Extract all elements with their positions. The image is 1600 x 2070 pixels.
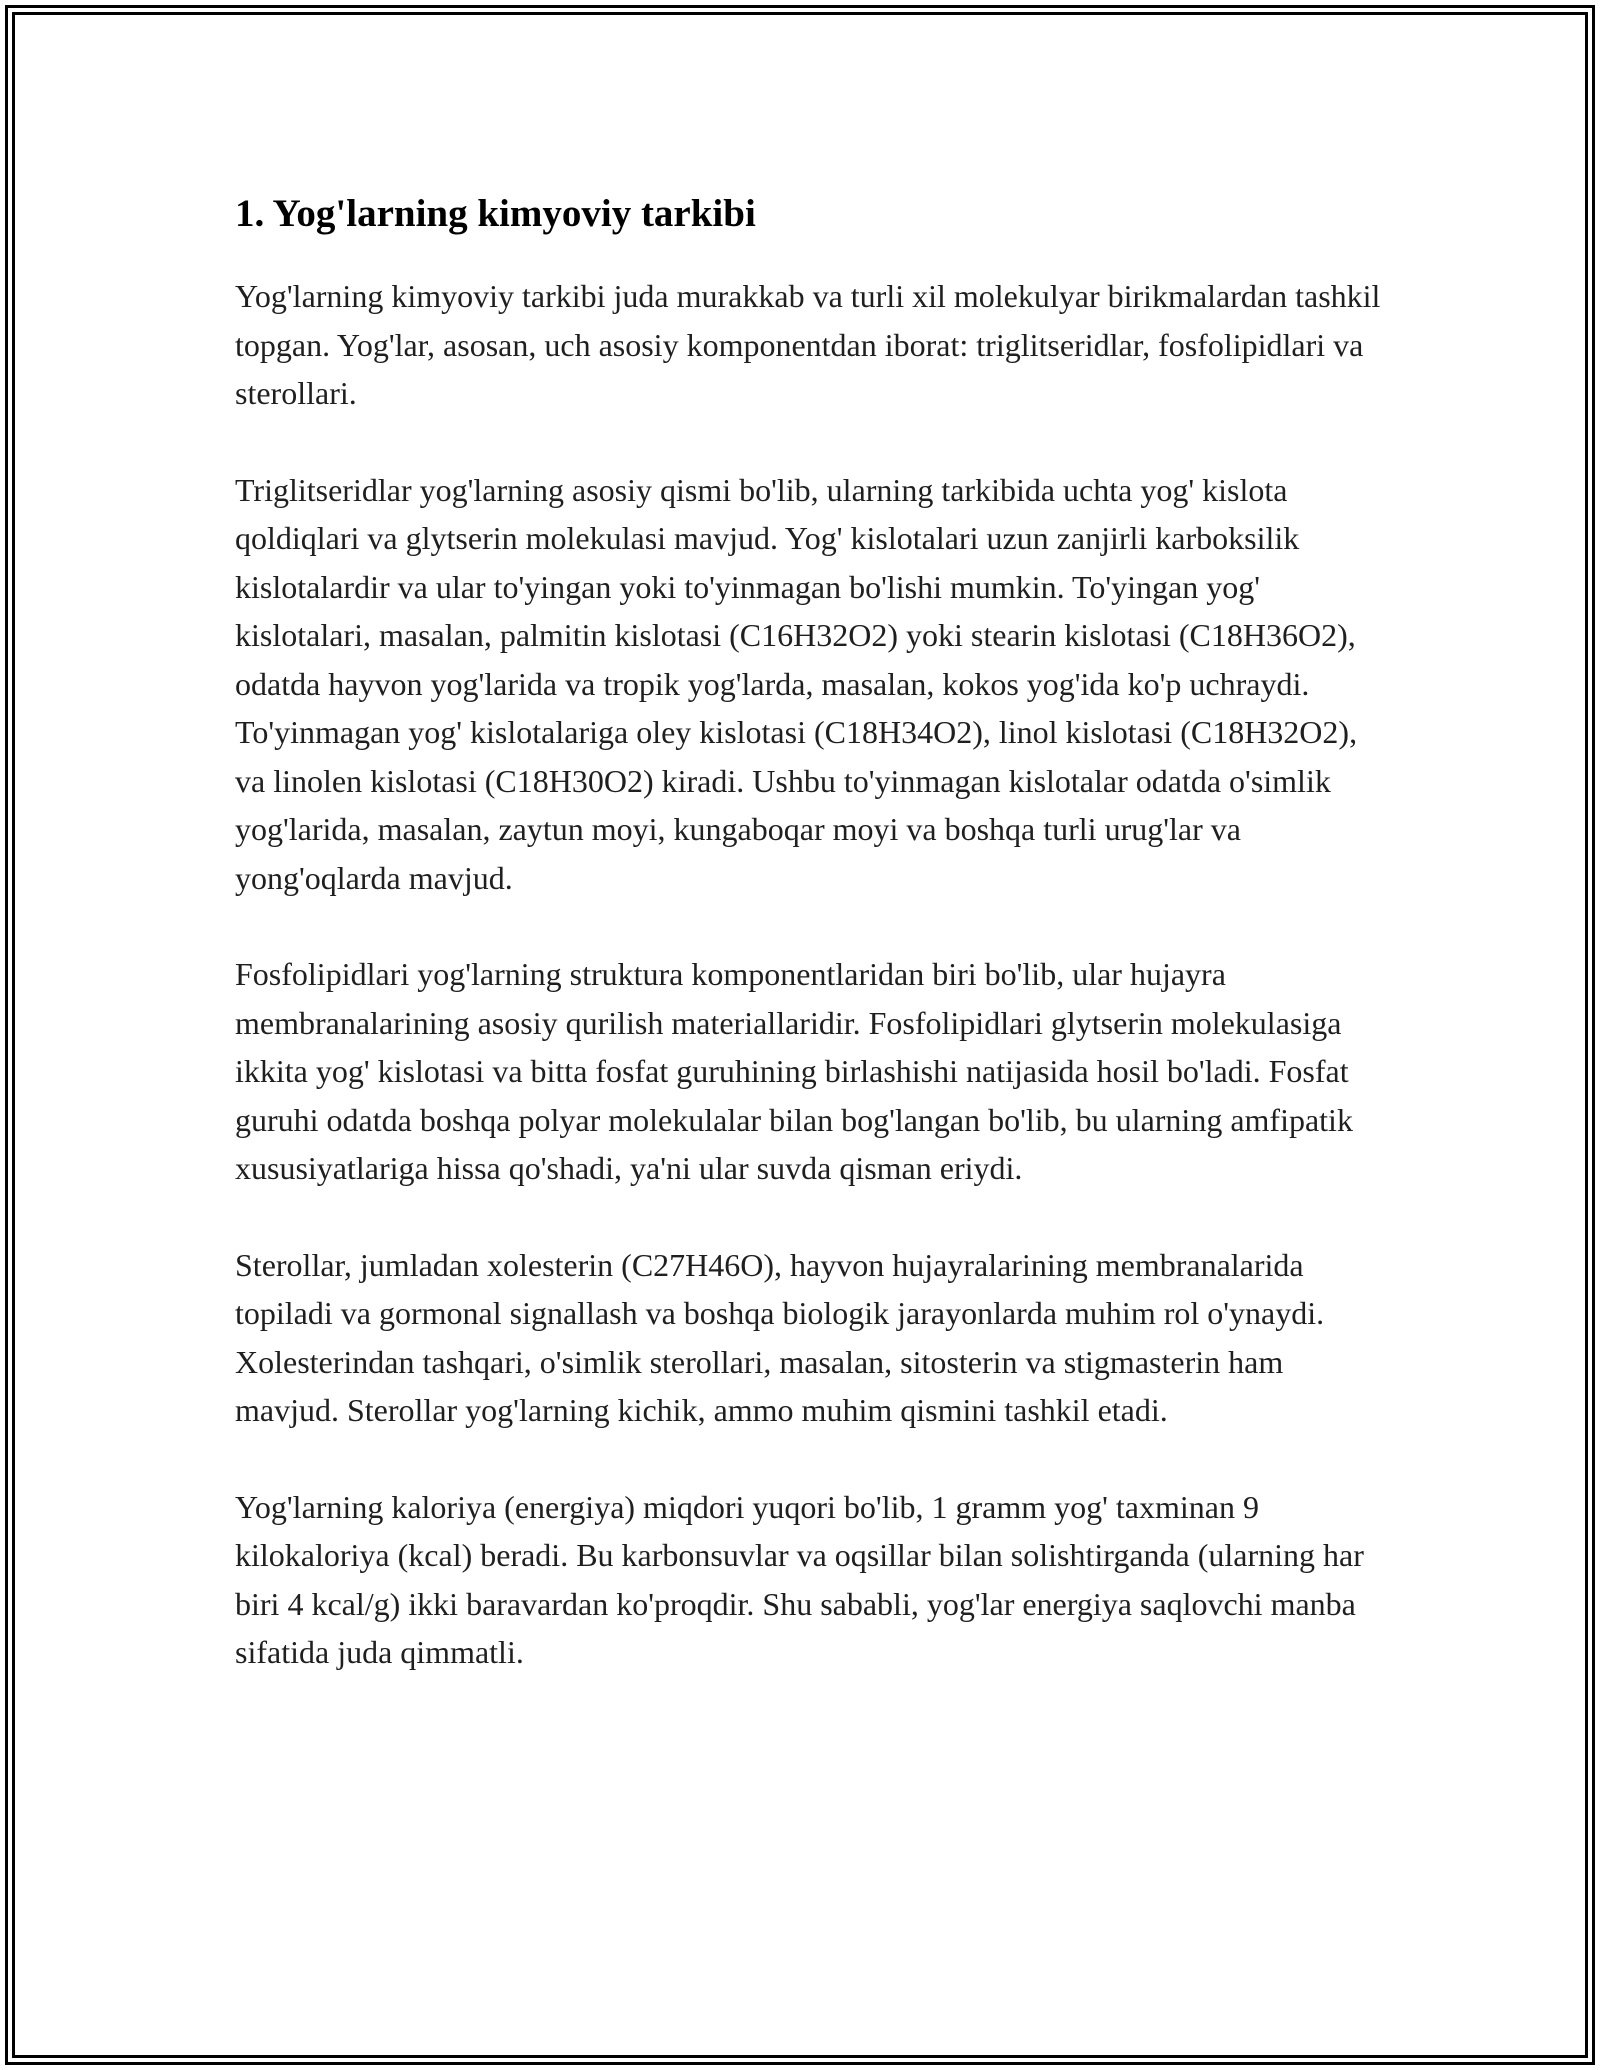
paragraph-sterols: Sterollar, jumladan xolesterin (C27H46O), hayvon hujayralarining membranalarida topiladi va gormonal signallash va boshqa biologik jarayonlarda muhim rol o'ynaydi. Xolesterindan tashqari, o'simlik sterollari, masalan, sitosterin va stigmasterin ham mavjud. Sterollar yog'larning kichik, ammo muhim qismini tashkil etadi. — [235, 1246, 1325, 1428]
section-title: 1. Yog'larning kimyoviy tarkibi — [235, 192, 756, 235]
document-body — [235, 186, 1385, 1677]
paragraph-triglycerides: Triglitseridlar yog'larning asosiy qismi bo'lib, ularning tarkibida uchta yog' kislota qoldiqlari va glytserin molekulasi mavjud. Yog' kislotalari uzun zanjirli karboksilik kislotalardir va ular to'yingan yoki to'yinmagan bo'lishi mumkin. To'yingan yog' kislotalari, masalan, palmitin kislotasi (C16H32O2) yoki stearin kislotasi (C18H36O2), odatda hayvon yog'larida va tropik yog'larda, masalan, kokos yog'ida ko'p uchraydi. To'yinmagan yog' kislotalariga oley kislotasi (C18H34O2), linol kislotasi (C18H32O2), va linolen kislotasi (C18H30O2) kiradi. Ushbu to'yinmagan kislotalar odatda o'simlik yog'larida, masalan, zaytun moyi, kungaboqar moyi va boshqa turli urug'lar va yong'oqlarda mavjud. — [235, 471, 1358, 896]
paragraph-intro: Yog'larning kimyoviy tarkibi juda murakkab va turli xil molekulyar birikmalardan tashkil topgan. Yog'lar, asosan, uch asosiy komponentdan iborat: triglitseridlar, fosfolipidlari va sterollari. — [235, 278, 1381, 411]
paragraph-phospholipids: Fosfolipidlari yog'larning struktura komponentlaridan biri bo'lib, ular hujayra membranalarining asosiy qurilish materiallaridir. Fosfolipidlari glytserin molekulasiga ikkita yog' kislotasi va bitta fosfat guruhining birlashishi natijasida hosil bo'ladi. Fosfat guruhi odatda boshqa polyar molekulalar bilan bog'langan bo'lib, bu ularning amfipatik xususiyatlariga hissa qo'shadi, ya'ni ular suvda qisman eriydi. — [235, 956, 1353, 1186]
paragraph-calories: Yog'larning kaloriya (energiya) miqdori yuqori bo'lib, 1 gramm yog' taxminan 9 kilokaloriya (kcal) beradi. Bu karbonsuvlar va oqsillar bilan solishtirganda (ularning har biri 4 kcal/g) ikki baravardan ko'proqdir. Shu sababli, yog'lar energiya saqlovchi manba sifatida juda qimmatli. — [235, 1488, 1364, 1670]
